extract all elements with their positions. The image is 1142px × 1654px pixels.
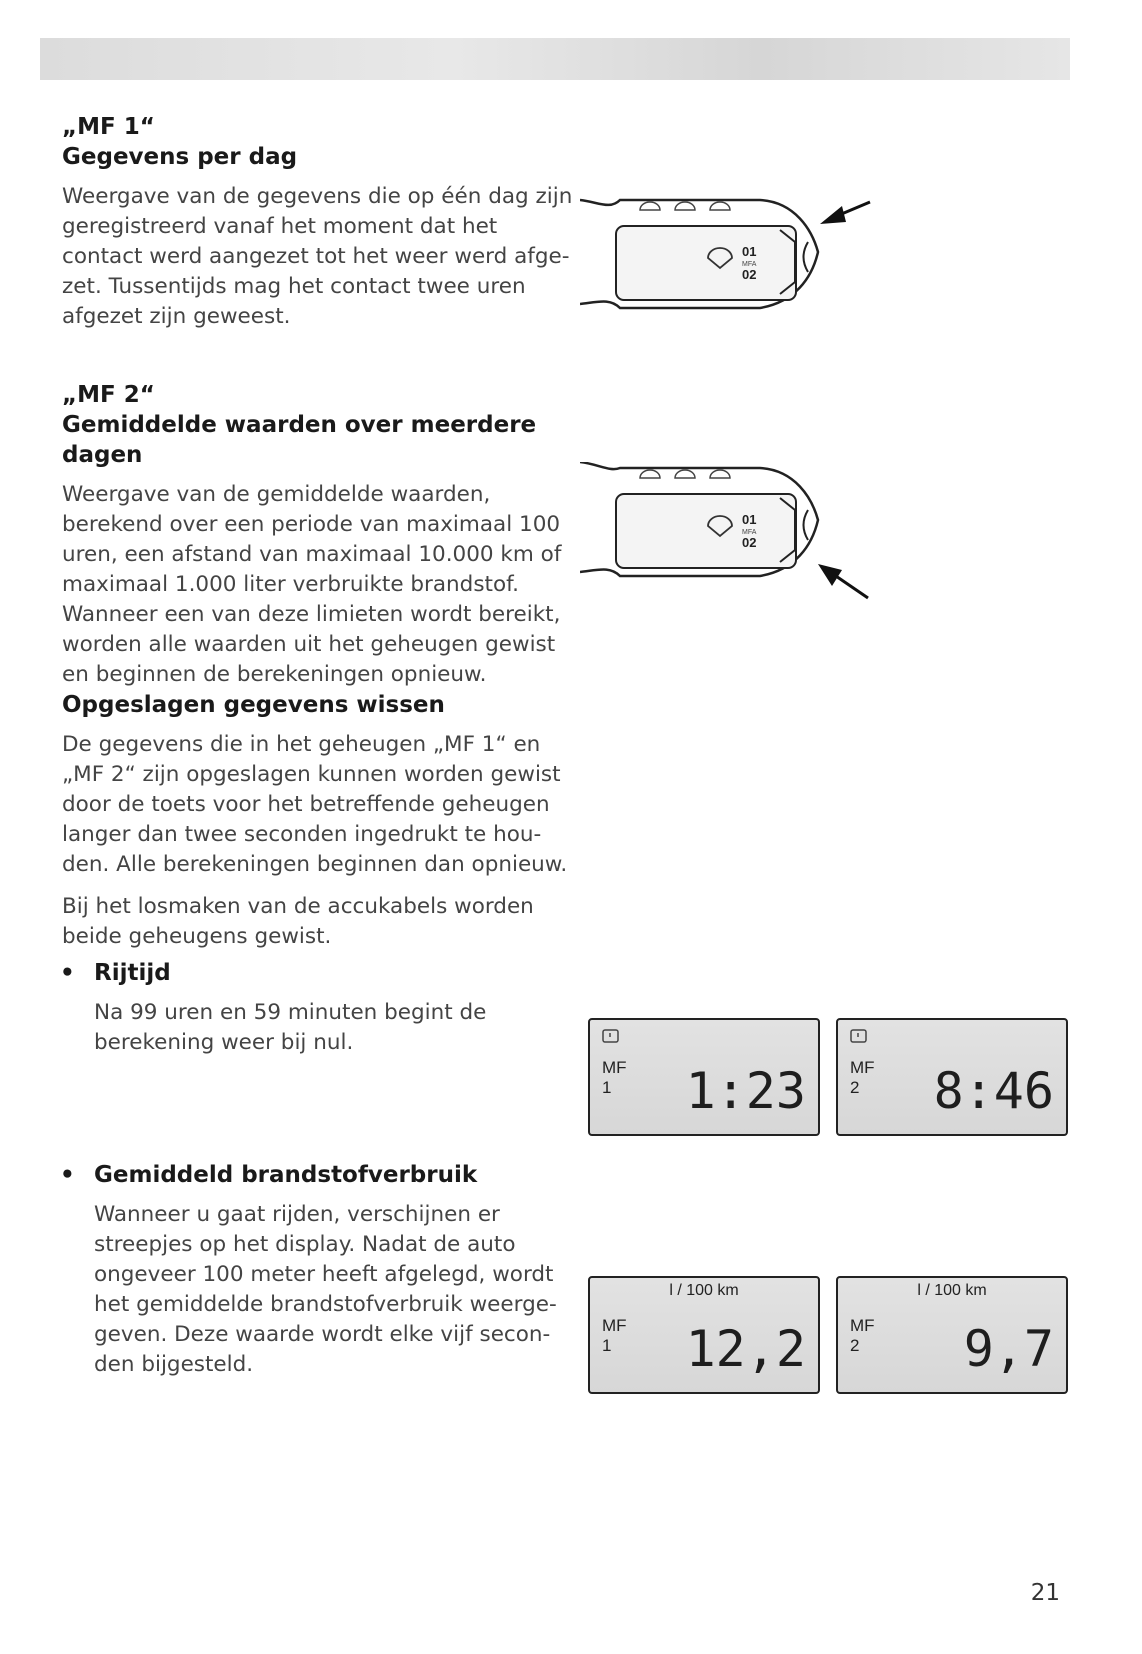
section-mf1 bbox=[62, 112, 582, 332]
mf-label: MF bbox=[602, 1058, 627, 1077]
display-mf2-time bbox=[836, 1018, 1068, 1136]
stalk-illustration-mf2 bbox=[580, 462, 880, 612]
page-number: 21 bbox=[1030, 1580, 1060, 1606]
mf1-heading: „MF 1“ bbox=[62, 114, 155, 140]
wiper-icon bbox=[640, 470, 730, 478]
clock-icon bbox=[602, 1028, 620, 1044]
mf1-subheading: Gegevens per dag bbox=[62, 144, 298, 170]
arrow-icon bbox=[820, 202, 870, 224]
section-rijtijd bbox=[62, 958, 582, 1058]
mf-label: MF bbox=[850, 1316, 875, 1335]
wissen-text-1: De gegevens die in het geheugen „MF 1“ en „MF 2“ zijn opgeslagen kunnen worden gewist door de toets voor het betreffende geheugen langer dan twee seconden ingedrukt te hou- den. Alle berekeningen beginnen dan opnieuw. bbox=[62, 732, 568, 877]
wissen-text-2: Bij het losmaken van de accukabels worden beide geheugens gewist. bbox=[62, 894, 534, 949]
verbruik-title: Gemiddeld brandstofverbruik bbox=[94, 1162, 478, 1188]
lcd-value-text: 1:23 bbox=[685, 1062, 806, 1118]
unit-label: l / 100 km bbox=[669, 1282, 739, 1299]
bullet-icon: • bbox=[60, 960, 75, 986]
mf-number: 1 bbox=[602, 1336, 612, 1355]
lcd-value-text: 9,7 bbox=[963, 1320, 1054, 1376]
mf2-subheading: Gemiddelde waarden over meerdere dagen bbox=[62, 412, 537, 468]
stalk-label-01: 01 bbox=[742, 244, 757, 259]
lcd-value bbox=[668, 1058, 808, 1118]
section-wissen bbox=[62, 690, 582, 952]
stalk-label-02: 02 bbox=[742, 267, 757, 282]
mf2-text: Weergave van de gemiddelde waarden, berekend over een periode van maximaal 100 uren, een afstand van maximaal 10.000 km of maximaal 1.000 liter verbruikte brandstof. Wanneer een van deze limieten wordt bereikt, worden alle waarden uit het geheugen gewist en beginnen de berekeningen opnieuw. bbox=[62, 482, 562, 687]
mf-number: 2 bbox=[850, 1078, 860, 1097]
display-mf1-time bbox=[588, 1018, 820, 1136]
lcd-value-text: 12,2 bbox=[685, 1320, 806, 1376]
display-mf1-fuel bbox=[588, 1276, 820, 1394]
bullet-icon: • bbox=[60, 1162, 75, 1188]
rijtijd-text: Na 99 uren en 59 minuten begint de berekening weer bij nul. bbox=[94, 1000, 487, 1055]
mf-number: 2 bbox=[850, 1336, 860, 1355]
display-mf2-fuel bbox=[836, 1276, 1068, 1394]
mf-number: 1 bbox=[602, 1078, 612, 1097]
unit-label: l / 100 km bbox=[917, 1282, 987, 1299]
mf-label: MF bbox=[850, 1058, 875, 1077]
arrow-icon bbox=[818, 564, 868, 598]
lcd-value-text: 8:46 bbox=[933, 1062, 1054, 1118]
stalk-label-mfa: MFA bbox=[742, 529, 757, 536]
stalk-label-mfa: MFA bbox=[742, 261, 757, 268]
stalk-label-01: 01 bbox=[742, 512, 757, 527]
clock-icon bbox=[850, 1028, 868, 1044]
lcd-value bbox=[916, 1058, 1056, 1118]
rijtijd-title: Rijtijd bbox=[94, 960, 171, 986]
mf2-heading: „MF 2“ bbox=[62, 382, 155, 408]
stalk-label-02: 02 bbox=[742, 535, 757, 550]
verbruik-text: Wanneer u gaat rijden, verschijnen er streepjes op het display. Nadat de auto ongeveer 100 meter heeft afgelegd, wordt het gemiddelde brandstofverbruik weerge- geven. Deze waarde wordt elke vijf secon- den bijgesteld. bbox=[94, 1202, 557, 1377]
mf1-text: Weergave van de gegevens die op één dag zijn geregistreerd vanaf het moment dat het contact werd aangezet tot het weer werd afge- zet. Tussentijds mag het contact twee uren afgezet zijn geweest. bbox=[62, 184, 573, 329]
lcd-value bbox=[916, 1316, 1056, 1376]
header-bar bbox=[40, 38, 1070, 80]
wiper-icon bbox=[640, 202, 730, 210]
wissen-heading: Opgeslagen gegevens wissen bbox=[62, 692, 445, 718]
mf-label: MF bbox=[602, 1316, 627, 1335]
lcd-value bbox=[668, 1316, 808, 1376]
section-mf2 bbox=[62, 380, 582, 690]
section-verbruik bbox=[62, 1160, 582, 1380]
stalk-illustration-mf1 bbox=[580, 190, 880, 340]
